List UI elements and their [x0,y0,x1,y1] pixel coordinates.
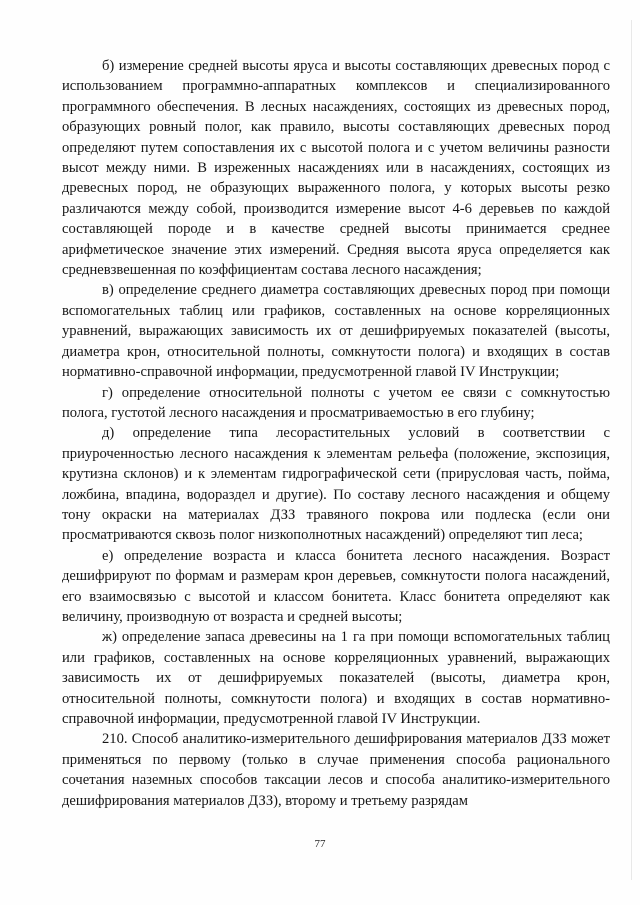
paragraph-210: 210. Способ аналитико-измерительного дешифрирования материалов ДЗЗ может применяться по первому (только в случае применения способа рационального сочетания наземных способов таксации лесов и способа аналитико-измерительного дешифрирования материалов ДЗЗ), второму и третьему разрядам [62,731,610,809]
paragraph-v: в) определение среднего диаметра составляющих древесных пород при помощи вспомогательных таблиц или графиков, составленных на основе корреляционных уравнений, выражающих зависимость их от дешифрируемых показателей (высоты, диаметра крон, относительной полноты, сомкнутости полога) и входящих в состав нормативно-справочной информации, предусмотренной главой IV Инструкции; [62,282,610,381]
scan-edge [631,20,632,880]
paragraph-b: б) измерение средней высоты яруса и высоты составляющих древесных пород с использованием программно-аппаратных комплексов и специализированного программного обеспечения. В лесных насаждениях, состоящих из древесных пород, образующих ровный полог, как правило, высоты составляющих древесных пород определяют путем сопоставления их с высотой полога и с учетом величины разности высот между ними. В изреженных насаждениях или в насаждениях, состоящих из древесных пород, не образующих выраженного полога, у которых высоты резко различаются между собой, производится измерение высот 4-6 деревьев по каждой составляющей породе и в качестве средней высоты принимается среднее арифметическое значение этих измерений. Средняя высота яруса определяется как средневзвешенная по коэффициентам состава лесного насаждения; [62,58,610,279]
body-text [62,56,610,811]
paragraph-e: е) определение возраста и класса бонитета лесного насаждения. Возраст дешифрируют по формам и размерам крон деревьев, сомкнутости полога насаждений, его взаимосвязью с высотой и классом бонитета. Класс бонитета определяют как величину, производную от возраста и средней высоты; [62,547,610,625]
paragraph-g: г) определение относительной полноты с учетом ее связи с сомкнутостью полога, густотой лесного насаждения и просматриваемостью в его глубину; [62,384,610,421]
paragraph-zh: ж) определение запаса древесины на 1 га при помощи вспомогательных таблиц или графиков, составленных на основе корреляционных уравнений, выражающих зависимость их от дешифрируемых показателей (высоты, диаметра крон, относительной полноты, сомкнутости полога) и входящих в состав нормативно-справочной информации, предусмотренной главой IV Инструкции. [62,629,610,727]
page-number: 77 [314,838,326,850]
paragraph-d: д) определение типа лесорастительных условий в соответствии с приуроченностью лесного насаждения к элементам рельефа (положение, экспозиция, крутизна склонов) и к элементам гидрографической сети (прирусловая часть, пойма, ложбина, впадина, водораздел и другие). По составу лесного насаждения и общему тону окраски на материалах ДЗЗ травяного покрова или подлеска (если они просматриваются сквозь полог низкополнотных насаждений) определяют тип леса; [62,425,610,544]
